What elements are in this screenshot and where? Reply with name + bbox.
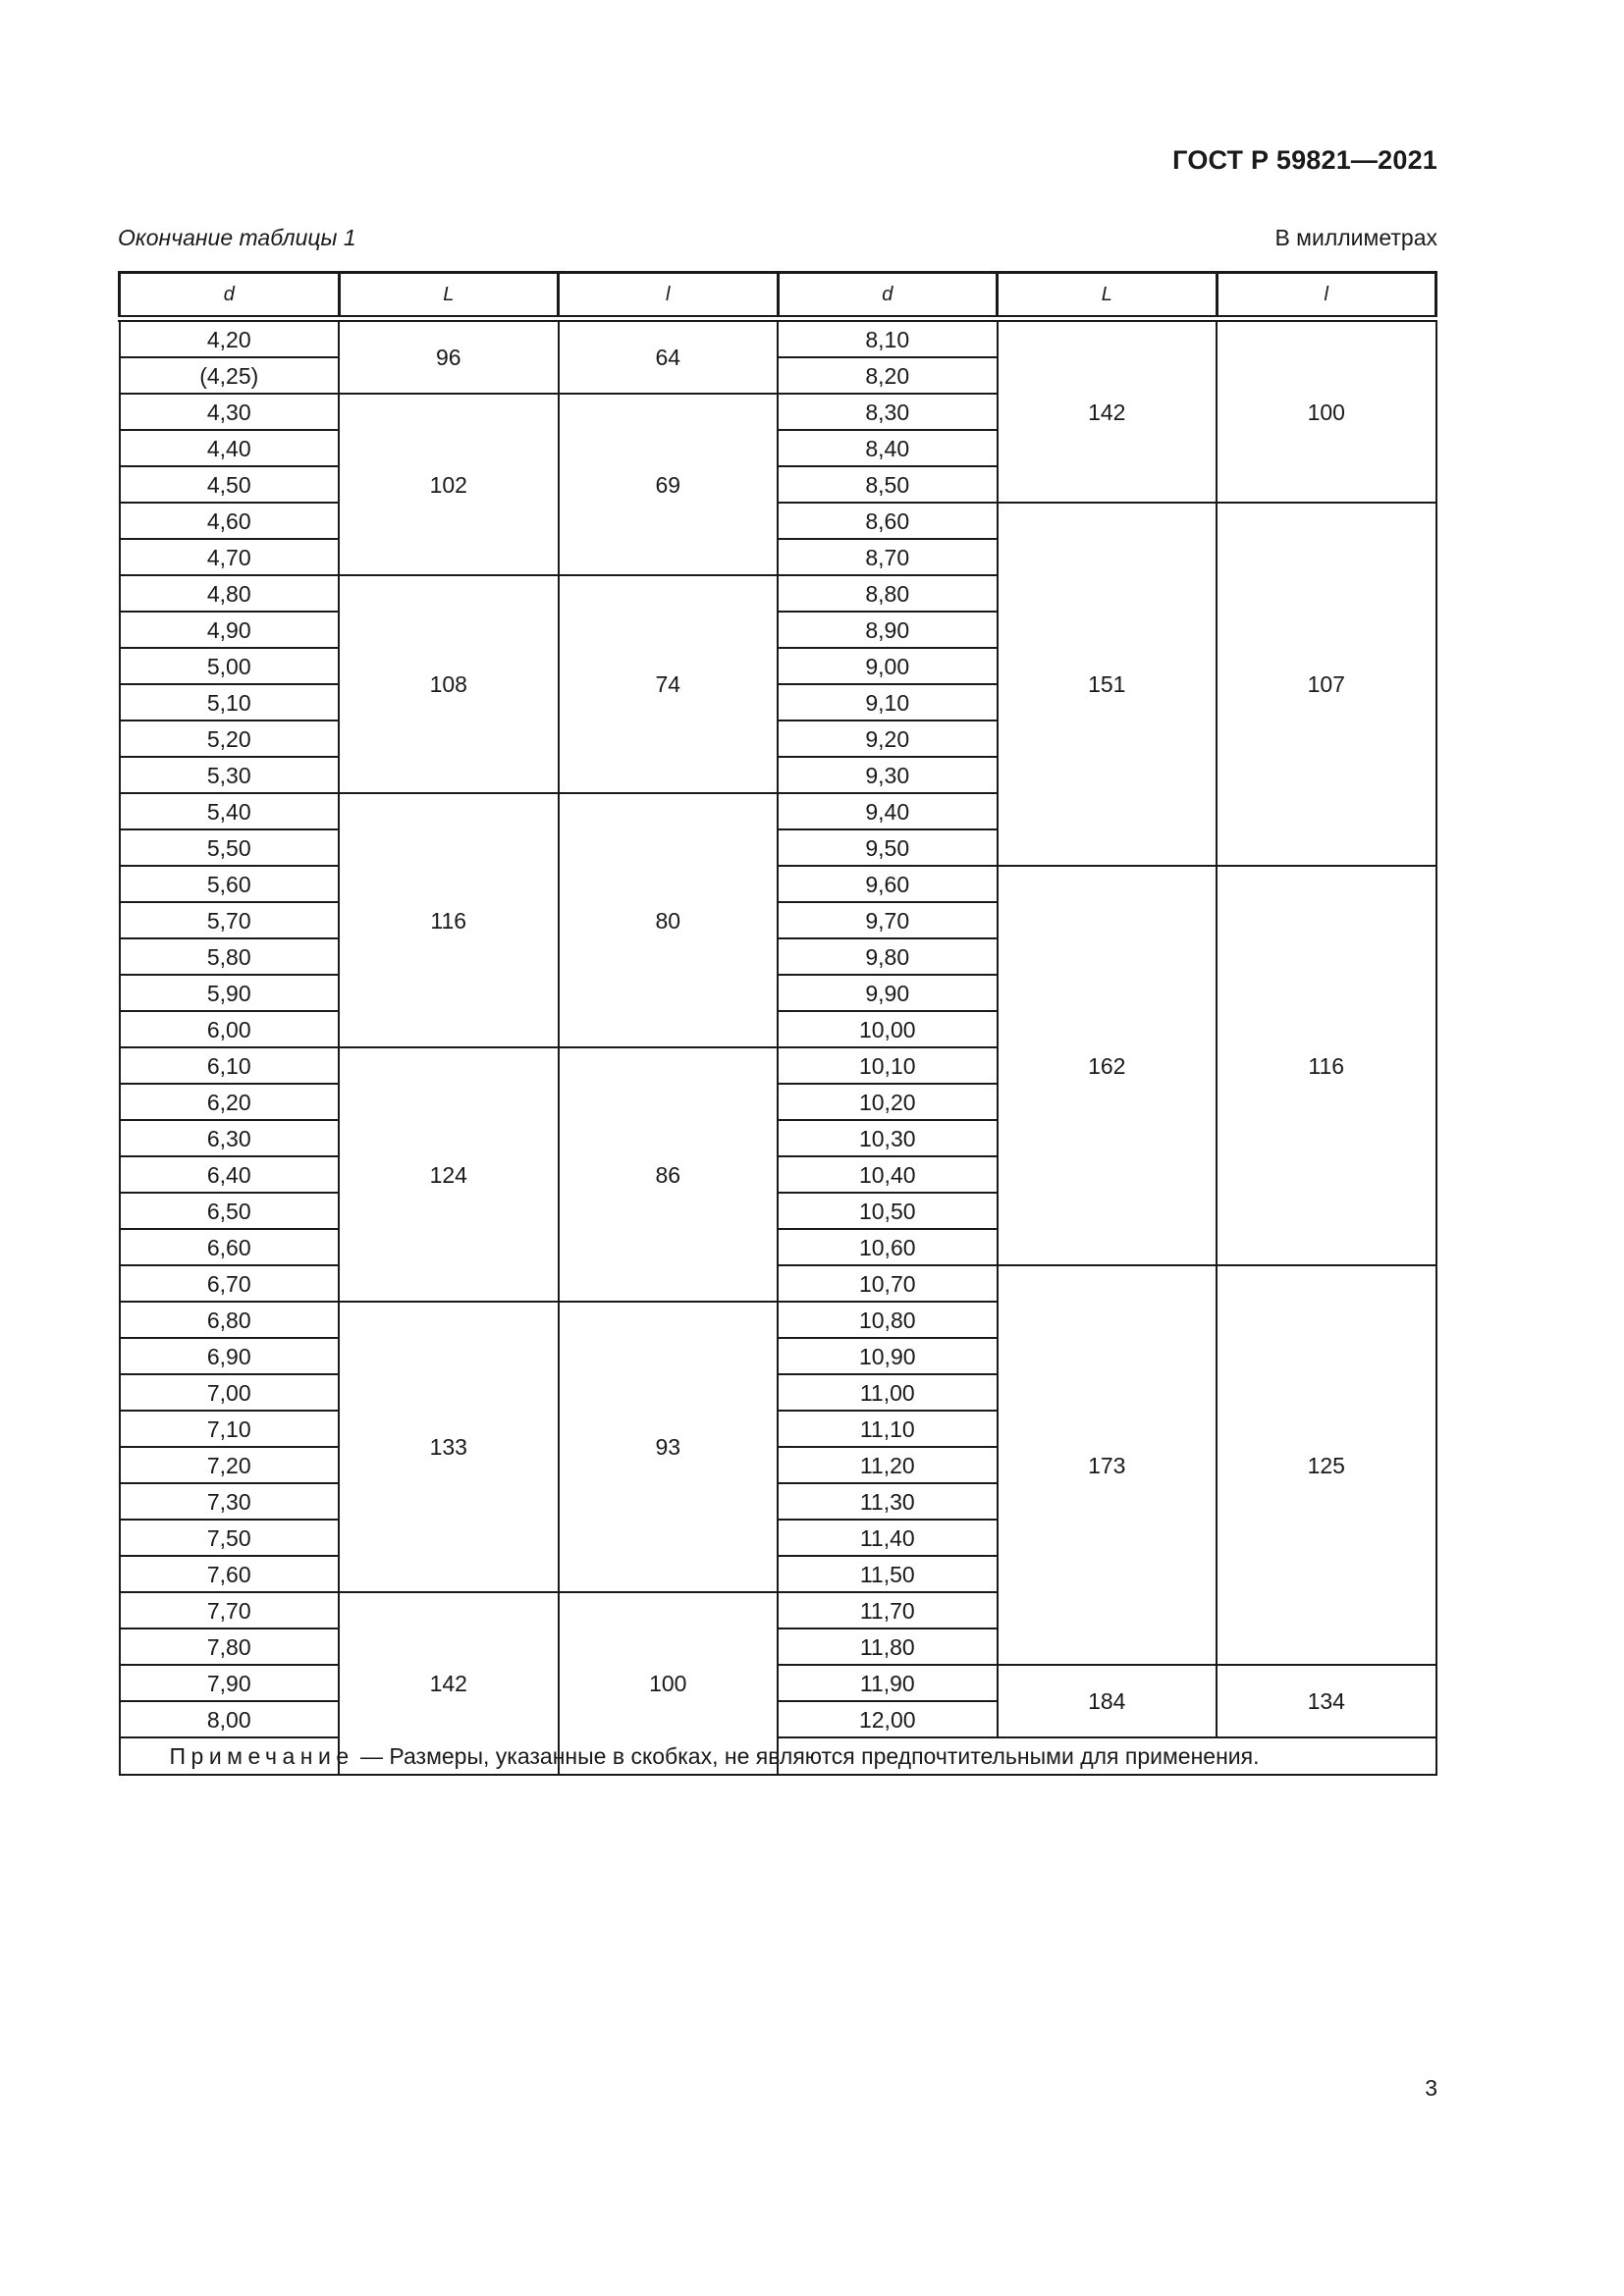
cell-d-right: 10,40 bbox=[778, 1156, 998, 1193]
cell-d-left: 6,70 bbox=[120, 1265, 340, 1302]
cell-d-right: 10,90 bbox=[778, 1338, 998, 1374]
table-caption: Окончание таблицы 1 bbox=[118, 225, 356, 250]
cell-L-right: 184 bbox=[998, 1665, 1218, 1737]
cell-l-right: 116 bbox=[1217, 866, 1436, 1265]
table-row bbox=[120, 1665, 1436, 1701]
cell-d-right: 8,40 bbox=[778, 430, 998, 466]
cell-d-left: 5,50 bbox=[120, 829, 340, 866]
cell-l-left: 93 bbox=[559, 1302, 779, 1592]
units-label: В миллиметрах bbox=[1274, 225, 1437, 250]
cell-l-left: 74 bbox=[559, 575, 779, 793]
cell-d-left: 4,40 bbox=[120, 430, 340, 466]
cell-d-left: 6,60 bbox=[120, 1229, 340, 1265]
cell-d-left: 7,30 bbox=[120, 1483, 340, 1520]
column-header-d-right: d bbox=[778, 273, 998, 319]
cell-d-left: 4,70 bbox=[120, 539, 340, 575]
dimensions-table bbox=[118, 271, 1437, 1776]
cell-d-right: 8,60 bbox=[778, 503, 998, 539]
cell-d-left: 5,20 bbox=[120, 721, 340, 757]
cell-d-left: 4,80 bbox=[120, 575, 340, 612]
table-body bbox=[120, 319, 1436, 1776]
cell-d-left: 7,80 bbox=[120, 1629, 340, 1665]
cell-d-left: 5,80 bbox=[120, 938, 340, 975]
cell-d-left: 4,30 bbox=[120, 394, 340, 430]
note-label: Примечание bbox=[169, 1743, 354, 1769]
column-header-l-right: l bbox=[1217, 273, 1436, 319]
cell-d-left: 7,00 bbox=[120, 1374, 340, 1411]
column-header-l-left: l bbox=[559, 273, 779, 319]
cell-d-right: 11,70 bbox=[778, 1592, 998, 1629]
cell-d-left: 4,60 bbox=[120, 503, 340, 539]
cell-d-left: 6,20 bbox=[120, 1084, 340, 1120]
cell-d-right: 8,30 bbox=[778, 394, 998, 430]
cell-d-right: 11,40 bbox=[778, 1520, 998, 1556]
cell-l-right: 100 bbox=[1217, 319, 1436, 504]
cell-d-right: 11,30 bbox=[778, 1483, 998, 1520]
cell-d-left: 6,30 bbox=[120, 1120, 340, 1156]
cell-d-right: 9,40 bbox=[778, 793, 998, 829]
cell-l-left: 100 bbox=[559, 1592, 779, 1775]
table-note-row bbox=[120, 1737, 1436, 1775]
cell-d-right: 10,50 bbox=[778, 1193, 998, 1229]
cell-d-right: 11,10 bbox=[778, 1411, 998, 1447]
cell-L-left: 133 bbox=[339, 1302, 559, 1592]
table-row bbox=[120, 1265, 1436, 1302]
cell-d-right: 12,00 bbox=[778, 1701, 998, 1737]
cell-d-right: 8,80 bbox=[778, 575, 998, 612]
page-number: 3 bbox=[1425, 2075, 1437, 2101]
column-header-L-right: L bbox=[998, 273, 1218, 319]
cell-l-right: 134 bbox=[1217, 1665, 1436, 1737]
cell-d-right: 9,10 bbox=[778, 684, 998, 721]
cell-L-left: 102 bbox=[339, 394, 559, 575]
cell-L-left: 96 bbox=[339, 319, 559, 395]
table-row bbox=[120, 319, 1436, 358]
cell-d-left: 7,20 bbox=[120, 1447, 340, 1483]
cell-d-right: 9,30 bbox=[778, 757, 998, 793]
cell-d-left: 4,50 bbox=[120, 466, 340, 503]
column-header-d-left: d bbox=[120, 273, 340, 319]
cell-d-left: 6,80 bbox=[120, 1302, 340, 1338]
cell-d-right: 9,70 bbox=[778, 902, 998, 938]
cell-l-left: 64 bbox=[559, 319, 779, 395]
cell-d-left: 5,10 bbox=[120, 684, 340, 721]
cell-d-right: 8,50 bbox=[778, 466, 998, 503]
cell-d-right: 9,50 bbox=[778, 829, 998, 866]
cell-d-right: 10,80 bbox=[778, 1302, 998, 1338]
cell-d-left: 4,20 bbox=[120, 319, 340, 358]
cell-d-left: 4,90 bbox=[120, 612, 340, 648]
cell-d-left: 7,60 bbox=[120, 1556, 340, 1592]
cell-L-right: 142 bbox=[998, 319, 1218, 504]
cell-d-left: 7,50 bbox=[120, 1520, 340, 1556]
cell-d-right: 10,00 bbox=[778, 1011, 998, 1047]
table-row bbox=[120, 866, 1436, 902]
cell-d-left: 6,00 bbox=[120, 1011, 340, 1047]
cell-d-right: 11,00 bbox=[778, 1374, 998, 1411]
cell-d-left: 6,40 bbox=[120, 1156, 340, 1193]
note-text: — Размеры, указанные в скобках, не являются предпочтительными для применения. bbox=[353, 1743, 1260, 1769]
cell-d-right: 11,20 bbox=[778, 1447, 998, 1483]
cell-d-left: 6,10 bbox=[120, 1047, 340, 1084]
cell-d-left: 8,00 bbox=[120, 1701, 340, 1737]
cell-d-left: 7,70 bbox=[120, 1592, 340, 1629]
cell-L-right: 151 bbox=[998, 503, 1218, 866]
cell-d-left: 6,90 bbox=[120, 1338, 340, 1374]
cell-d-left: 5,60 bbox=[120, 866, 340, 902]
cell-d-right: 11,50 bbox=[778, 1556, 998, 1592]
cell-d-right: 10,30 bbox=[778, 1120, 998, 1156]
cell-d-right: 10,70 bbox=[778, 1265, 998, 1302]
cell-d-left: 7,10 bbox=[120, 1411, 340, 1447]
cell-d-right: 9,60 bbox=[778, 866, 998, 902]
cell-d-left: 5,30 bbox=[120, 757, 340, 793]
cell-d-right: 9,00 bbox=[778, 648, 998, 684]
cell-d-right: 11,80 bbox=[778, 1629, 998, 1665]
cell-d-right: 10,60 bbox=[778, 1229, 998, 1265]
cell-d-right: 8,10 bbox=[778, 319, 998, 358]
cell-L-left: 142 bbox=[339, 1592, 559, 1775]
cell-d-left: 7,90 bbox=[120, 1665, 340, 1701]
cell-d-left: 5,70 bbox=[120, 902, 340, 938]
cell-d-right: 9,20 bbox=[778, 721, 998, 757]
cell-L-right: 162 bbox=[998, 866, 1218, 1265]
table-row bbox=[120, 503, 1436, 539]
cell-d-right: 9,90 bbox=[778, 975, 998, 1011]
cell-d-left: 5,90 bbox=[120, 975, 340, 1011]
cell-l-left: 86 bbox=[559, 1047, 779, 1302]
column-header-L-left: L bbox=[339, 273, 559, 319]
cell-l-left: 80 bbox=[559, 793, 779, 1047]
cell-d-right: 10,20 bbox=[778, 1084, 998, 1120]
cell-d-right: 8,90 bbox=[778, 612, 998, 648]
cell-L-left: 124 bbox=[339, 1047, 559, 1302]
cell-d-right: 11,90 bbox=[778, 1665, 998, 1701]
cell-d-right: 8,70 bbox=[778, 539, 998, 575]
cell-d-left: 6,50 bbox=[120, 1193, 340, 1229]
cell-d-left: 5,40 bbox=[120, 793, 340, 829]
cell-L-left: 108 bbox=[339, 575, 559, 793]
cell-L-right: 173 bbox=[998, 1265, 1218, 1665]
cell-d-right: 10,10 bbox=[778, 1047, 998, 1084]
cell-d-left: (4,25) bbox=[120, 357, 340, 394]
cell-d-right: 9,80 bbox=[778, 938, 998, 975]
cell-l-right: 125 bbox=[1217, 1265, 1436, 1665]
table-note bbox=[120, 1737, 1436, 1775]
cell-d-left: 5,00 bbox=[120, 648, 340, 684]
table-header-row bbox=[120, 273, 1436, 319]
cell-d-right: 8,20 bbox=[778, 357, 998, 394]
cell-l-right: 107 bbox=[1217, 503, 1436, 866]
cell-L-left: 116 bbox=[339, 793, 559, 1047]
document-code: ГОСТ Р 59821—2021 bbox=[1172, 145, 1437, 175]
cell-l-left: 69 bbox=[559, 394, 779, 575]
